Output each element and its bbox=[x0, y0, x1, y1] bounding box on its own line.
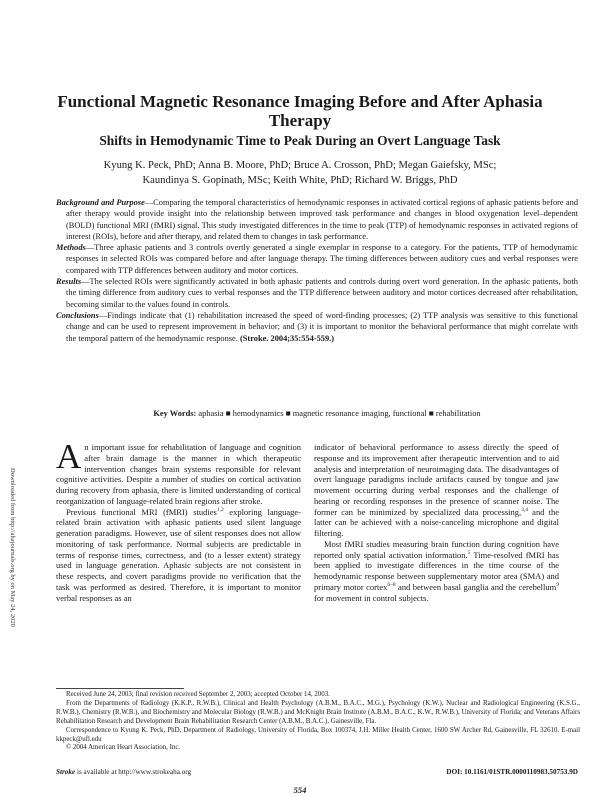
abstract bbox=[56, 197, 578, 344]
page-number: 554 bbox=[293, 785, 307, 795]
body-column-right bbox=[314, 442, 559, 603]
keywords bbox=[56, 408, 578, 419]
body-text: Most fMRI studies measuring brain function during cognition have reported only spatial activation information. bbox=[314, 538, 559, 560]
journal-footer bbox=[56, 768, 578, 777]
body-text: and between basal ganglia and the cerebellum bbox=[395, 581, 557, 592]
paper-subtitle: Shifts in Hemodynamic Time to Peak During an Overt Language Task bbox=[99, 133, 501, 148]
citation-superscript: 6–8 bbox=[387, 581, 396, 588]
body-paragraph bbox=[56, 437, 301, 507]
keywords-label: Key Words: bbox=[153, 409, 197, 418]
conclusions-text: —Findings indicate that (1) rehabilitation increased the speed of word-finding processes; (2) TTP analysis was sensitive to this functional change and can be used to represent improvement in behavior; and (3) it is important to monitor the behavioral performance that might correlate with the temporal pattern of the hemodynamic response. bbox=[66, 310, 578, 343]
body-paragraph bbox=[56, 507, 301, 604]
results-text: —The selected ROIs were significantly activated in both aphasic patients and controls during overt word generation. In the aphasic patients, both the timing difference from auditory cues to verbal responses and the TTP difference between auditory and motor cortices decreased after rehabilitation, becoming similar to the values found in controls. bbox=[66, 277, 578, 309]
footnote-received: Received June 24, 2003; final revision received September 2, 2003; accepted October 14, 2003. bbox=[66, 691, 330, 698]
methods-label: Methods bbox=[56, 243, 86, 253]
background-label: Background and Purpose bbox=[56, 198, 145, 207]
citation-superscript: 9 bbox=[556, 581, 559, 588]
footnote-correspondence: Correspondence to Kyung K. Peck, PhD, Department of Radiology, University of Florida, Box 100374, J.H. Miller Health Center, 1600 SW Archer Rd, Gainesville, FL 32610. E-mail kkpeck@ufl.edu bbox=[56, 726, 580, 743]
body-text: indicator of behavioral performance to assess directly the speed of response and its improvement after therapeutic intervention and to aid analysis and interpretation of neuroimaging data. The disadvantages of overt language paradigms include artifacts caused by tongue and jaw movement occurring during verbal responses and the challenge of hearing or recording responses in the presence of scanner noise. The former can be minimized by specialized data processing, bbox=[314, 442, 559, 517]
keywords-items: aphasia ■ hemodynamics ■ magnetic resonance imaging, functional ■ rehabilitation bbox=[198, 409, 481, 418]
author-line-2: Kaundinya S. Gopinath, MSc; Keith White, PhD; Richard W. Briggs, PhD bbox=[142, 175, 458, 186]
doi: DOI: 10.1161/01STR.0000110983.50753.9D bbox=[446, 768, 578, 776]
abstract-citation: (Stroke. 2004;35:554-559.) bbox=[239, 333, 335, 343]
body-text: Time-resolved fMRI has been applied to investigate differences in the time course of the hemodynamic response between supplementary motor area (SMA) and primary motor cortex bbox=[314, 549, 559, 592]
footnotes bbox=[56, 691, 580, 753]
abstract-background bbox=[56, 197, 578, 242]
abstract-conclusions bbox=[56, 310, 578, 344]
paper-title: Functional Magnetic Resonance Imaging Before and After Aphasia Therapy bbox=[57, 92, 543, 130]
background-text: —Comparing the temporal characteristics of hemodynamic responses in activated cortical regions of aphasic patients before and after therapy would provide insight into the relationship between improved task performance and changes in blood oxygenation level–dependent (BOLD) functional MRI (fMRI) signal. This study investigated differences in the time to peak (TTP) of hemodynamic responses in activated regions of interest (ROIs), before and after therapy, and related them to changes in task performance. bbox=[66, 198, 579, 241]
body-text: for movement in control subjects. bbox=[314, 592, 429, 603]
body-column-left bbox=[56, 437, 301, 603]
drop-cap: A bbox=[56, 437, 82, 476]
download-sidebar-note: Downloaded from http://ahajournals.org by on May 24, 2020 bbox=[9, 468, 16, 627]
results-label: Results bbox=[56, 277, 82, 287]
citation-superscript: 3,4 bbox=[521, 506, 529, 513]
journal-name: Stroke bbox=[56, 768, 76, 776]
body-paragraph bbox=[314, 539, 559, 604]
conclusions-label: Conclusions bbox=[56, 310, 99, 320]
abstract-methods bbox=[56, 242, 578, 276]
citation-superscript: 1,2 bbox=[216, 506, 224, 513]
author-line-1: Kyung K. Peck, PhD; Anna B. Moore, PhD; Bruce A. Crosson, PhD; Megan Gaiefsky, MSc; bbox=[103, 160, 497, 171]
body-text: and the latter can be achieved with a noise-canceling microphone and digital filtering. bbox=[314, 506, 559, 538]
footnote-copyright: © 2004 American Heart Association, Inc. bbox=[66, 744, 181, 752]
footnote-divider bbox=[56, 688, 184, 689]
abstract-results bbox=[56, 276, 578, 310]
citation-superscript: 5 bbox=[467, 549, 471, 556]
methods-text: —Three aphasic patients and 3 controls overtly generated a single exemplar in response to a category. For the patients, TTP of hemodynamic responses in selected ROIs was compared before and after language therapy. The timing differences between auditory cues and verbal responses were compared with TTP differences between auditory and motor cortices. bbox=[66, 243, 578, 275]
journal-url-text: is available at http://www.strokeaha.org bbox=[75, 768, 192, 776]
body-paragraph bbox=[314, 442, 559, 539]
author-list bbox=[60, 158, 540, 188]
footnote-affiliations: From the Departments of Radiology (K.K.P., R.W.B.), Clinical and Health Psychology (A.B.M., B.A.C., M.G.), Psychology (K.W.), Nuclear and Radiological Engineering (K.S.G., R.W.B.), Chemistry (R.W.B.), and Biochemistry and Molecular Biology (R.W.B.) and McKnight Brain Institute (A.B.M., B.A.C., K.W., R.W.B.), University of Florida; and Veterans Affairs Rehabilitation Research and Development Brain Rehabilitation Research Center (A.B.M., B.A.C.), Gainesville, Fla. bbox=[56, 699, 580, 725]
body-text: exploring language-related brain activation with aphasic patients used silent language generation paradigms. However, use of silent responses does not allow monitoring of task performance. Normal subjects are predictable in terms of response times, correctness, and (to a lesser extent) strategy used in language generation. Aphasic subjects are not consistent in these respects, and covert paradigms provide no verification that the task was performed as desired. Therefore, it is important to monitor verbal responses as an bbox=[56, 506, 301, 603]
body-text: Previous functional MRI (fMRI) studies bbox=[66, 506, 217, 517]
journal-availability bbox=[56, 768, 191, 776]
body-text: n important issue for rehabilitation of language and cognition after brain damage is the manner in which therapeutic intervention changes brain systems responsible for relevant cognitive activities. Despite a number of studies on cortical activation during recovery from aphasia, there is limited understanding of cortical reorganization of language-related brain regions after stroke. bbox=[56, 442, 301, 506]
